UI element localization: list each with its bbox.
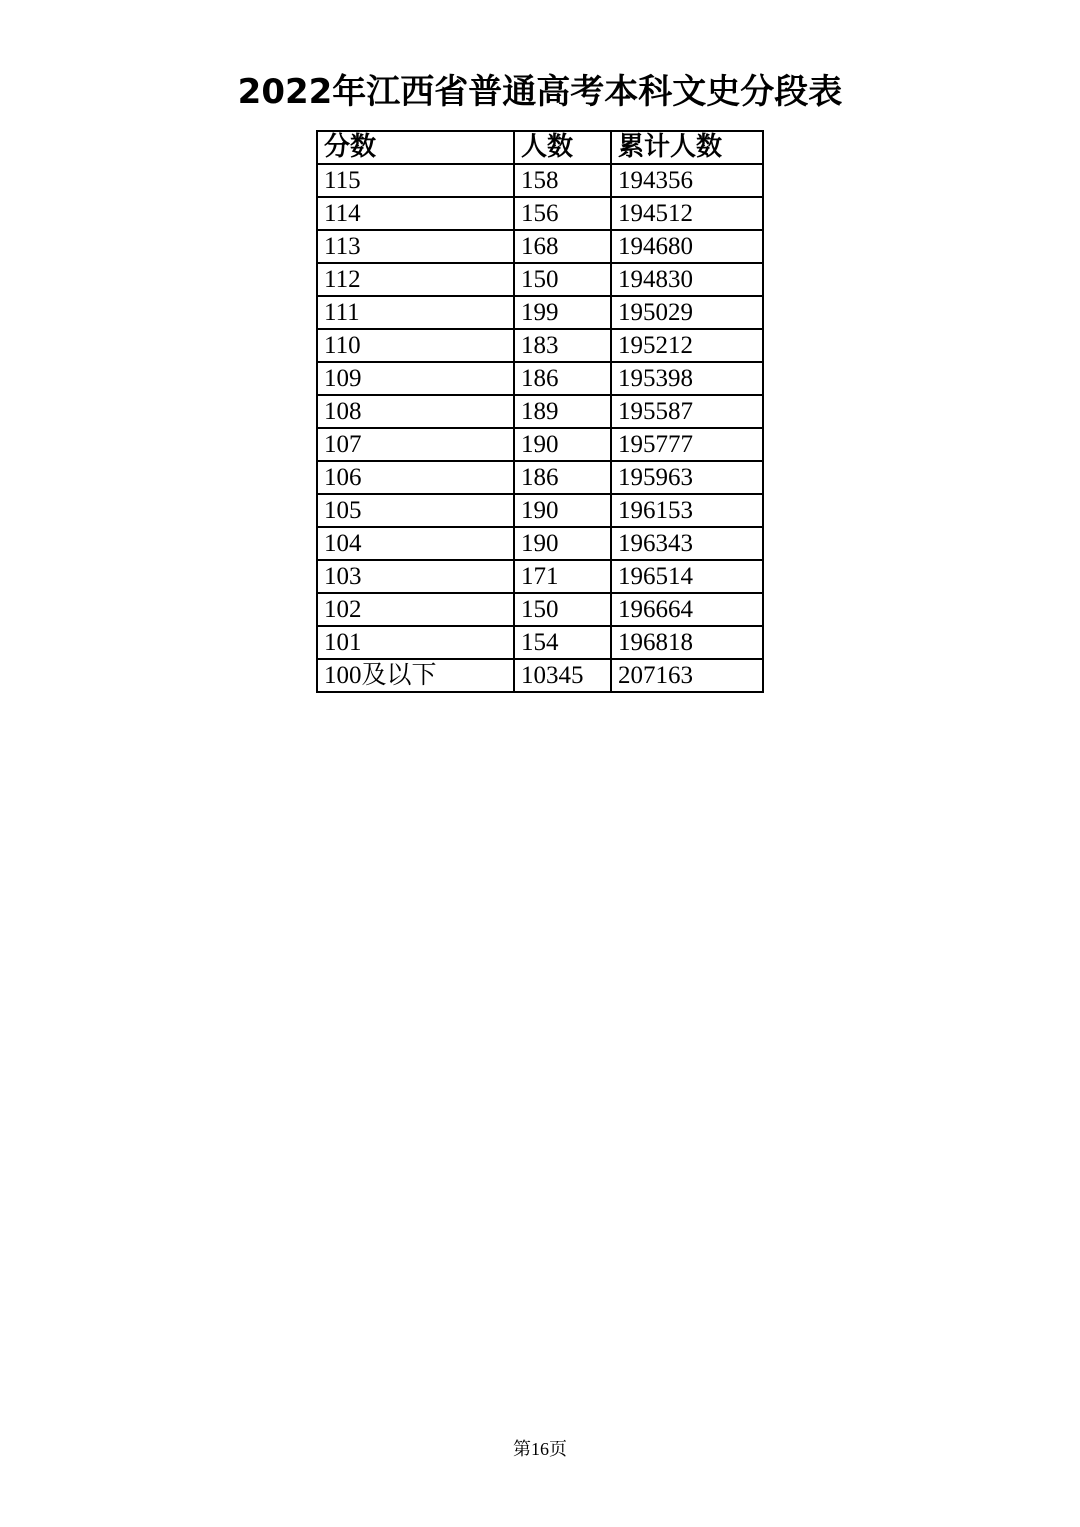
cell-score: 112: [317, 263, 514, 296]
cell-score: 104: [317, 527, 514, 560]
cell-cumulative: 195029: [611, 296, 763, 329]
cell-score: 100及以下: [317, 659, 514, 692]
cell-cumulative: 196343: [611, 527, 763, 560]
cell-score: 110: [317, 329, 514, 362]
table-row: [317, 593, 763, 626]
cell-count: 168: [514, 230, 611, 263]
cell-score: 109: [317, 362, 514, 395]
table-row: [317, 395, 763, 428]
cell-count: 150: [514, 263, 611, 296]
table-row: [317, 164, 763, 197]
cell-count: 150: [514, 593, 611, 626]
cell-cumulative: 195587: [611, 395, 763, 428]
page-number: 第16页: [513, 1439, 567, 1459]
cell-cumulative: 194680: [611, 230, 763, 263]
cell-score: 108: [317, 395, 514, 428]
cell-cumulative: 195398: [611, 362, 763, 395]
table-row: [317, 230, 763, 263]
column-header-count: 人数: [514, 131, 611, 164]
table-row: [317, 659, 763, 692]
cell-cumulative: 207163: [611, 659, 763, 692]
page-title: 2022年江西省普通高考本科文史分段表: [237, 72, 843, 112]
table-row: [317, 527, 763, 560]
column-header-score: 分数: [317, 131, 514, 164]
cell-count: 190: [514, 494, 611, 527]
table-row: [317, 428, 763, 461]
table-row: [317, 197, 763, 230]
table-row: [317, 560, 763, 593]
table-row: [317, 362, 763, 395]
cell-count: 186: [514, 461, 611, 494]
table-row: [317, 263, 763, 296]
cell-score: 103: [317, 560, 514, 593]
cell-cumulative: 196818: [611, 626, 763, 659]
cell-count: 190: [514, 527, 611, 560]
cell-cumulative: 194512: [611, 197, 763, 230]
cell-score: 113: [317, 230, 514, 263]
cell-count: 158: [514, 164, 611, 197]
cell-cumulative: 195212: [611, 329, 763, 362]
cell-cumulative: 195963: [611, 461, 763, 494]
cell-cumulative: 194830: [611, 263, 763, 296]
cell-count: 156: [514, 197, 611, 230]
cell-count: 183: [514, 329, 611, 362]
table-row: [317, 461, 763, 494]
cell-count: 171: [514, 560, 611, 593]
cell-score: 101: [317, 626, 514, 659]
cell-count: 199: [514, 296, 611, 329]
cell-count: 190: [514, 428, 611, 461]
column-header-cumulative: 累计人数: [611, 131, 763, 164]
cell-cumulative: 195777: [611, 428, 763, 461]
cell-cumulative: 194356: [611, 164, 763, 197]
table-row: [317, 296, 763, 329]
cell-score: 102: [317, 593, 514, 626]
cell-score: 105: [317, 494, 514, 527]
score-distribution-table: [316, 130, 764, 693]
table-header-row: [317, 131, 763, 164]
cell-count: 154: [514, 626, 611, 659]
cell-score: 111: [317, 296, 514, 329]
cell-score: 115: [317, 164, 514, 197]
cell-cumulative: 196664: [611, 593, 763, 626]
cell-score: 107: [317, 428, 514, 461]
table-body: [317, 164, 763, 692]
cell-count: 10345: [514, 659, 611, 692]
table-row: [317, 626, 763, 659]
cell-cumulative: 196514: [611, 560, 763, 593]
cell-count: 186: [514, 362, 611, 395]
cell-score: 114: [317, 197, 514, 230]
cell-score: 106: [317, 461, 514, 494]
table-row: [317, 329, 763, 362]
table-header: [317, 131, 763, 164]
cell-count: 189: [514, 395, 611, 428]
cell-cumulative: 196153: [611, 494, 763, 527]
table-row: [317, 494, 763, 527]
